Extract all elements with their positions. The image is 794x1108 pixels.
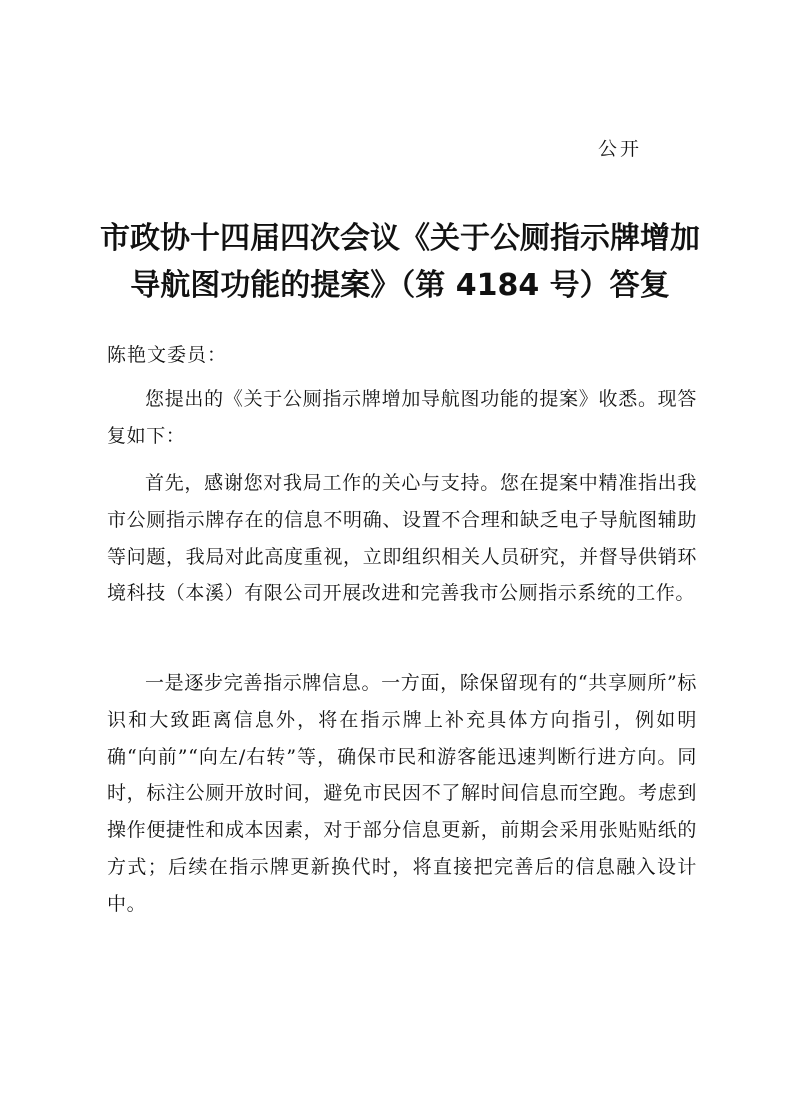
body-paragraph-1: 您提出的《关于公厕指示牌增加导航图功能的提案》收悉。现答复如下： — [107, 388, 697, 447]
classification-label: 公开 — [598, 138, 643, 160]
salutation: 陈艳文委员： — [107, 344, 228, 366]
document-title-line-1: 市政协十四届四次会议《关于公厕指示牌增加 — [100, 221, 700, 256]
document-title-line-2: 导航图功能的提案》（第 4184 号）答复 — [130, 268, 670, 303]
body-paragraph-2: 首先，感谢您对我局工作的关心与支持。您在提案中精准指出我市公厕指示牌存在的信息不明确、设置不合理和缺乏电子导航图辅助等问题，我局对此高度重视，立即组织相关人员研究，并督导供销环境科技（本溪）有限公司开展改进和完善我市公厕指示系统的工作。 — [107, 472, 697, 605]
body-paragraph-3: 一是逐步完善指示牌信息。一方面，除保留现有的“共享厕所”标识和大致距离信息外，将在指示牌上补充具体方向指引，例如明确“向前”“向左/右转”等，确保市民和游客能迅速判断行进方向。同时，标注公厕开放时间，避免市民因不了解时间信息而空跑。考虑到操作便捷性和成本因素，对于部分信息更新，前期会采用张贴贴纸的方式；后续在指示牌更新换代时，将直接把完善后的信息融入设计中。 — [107, 672, 697, 915]
